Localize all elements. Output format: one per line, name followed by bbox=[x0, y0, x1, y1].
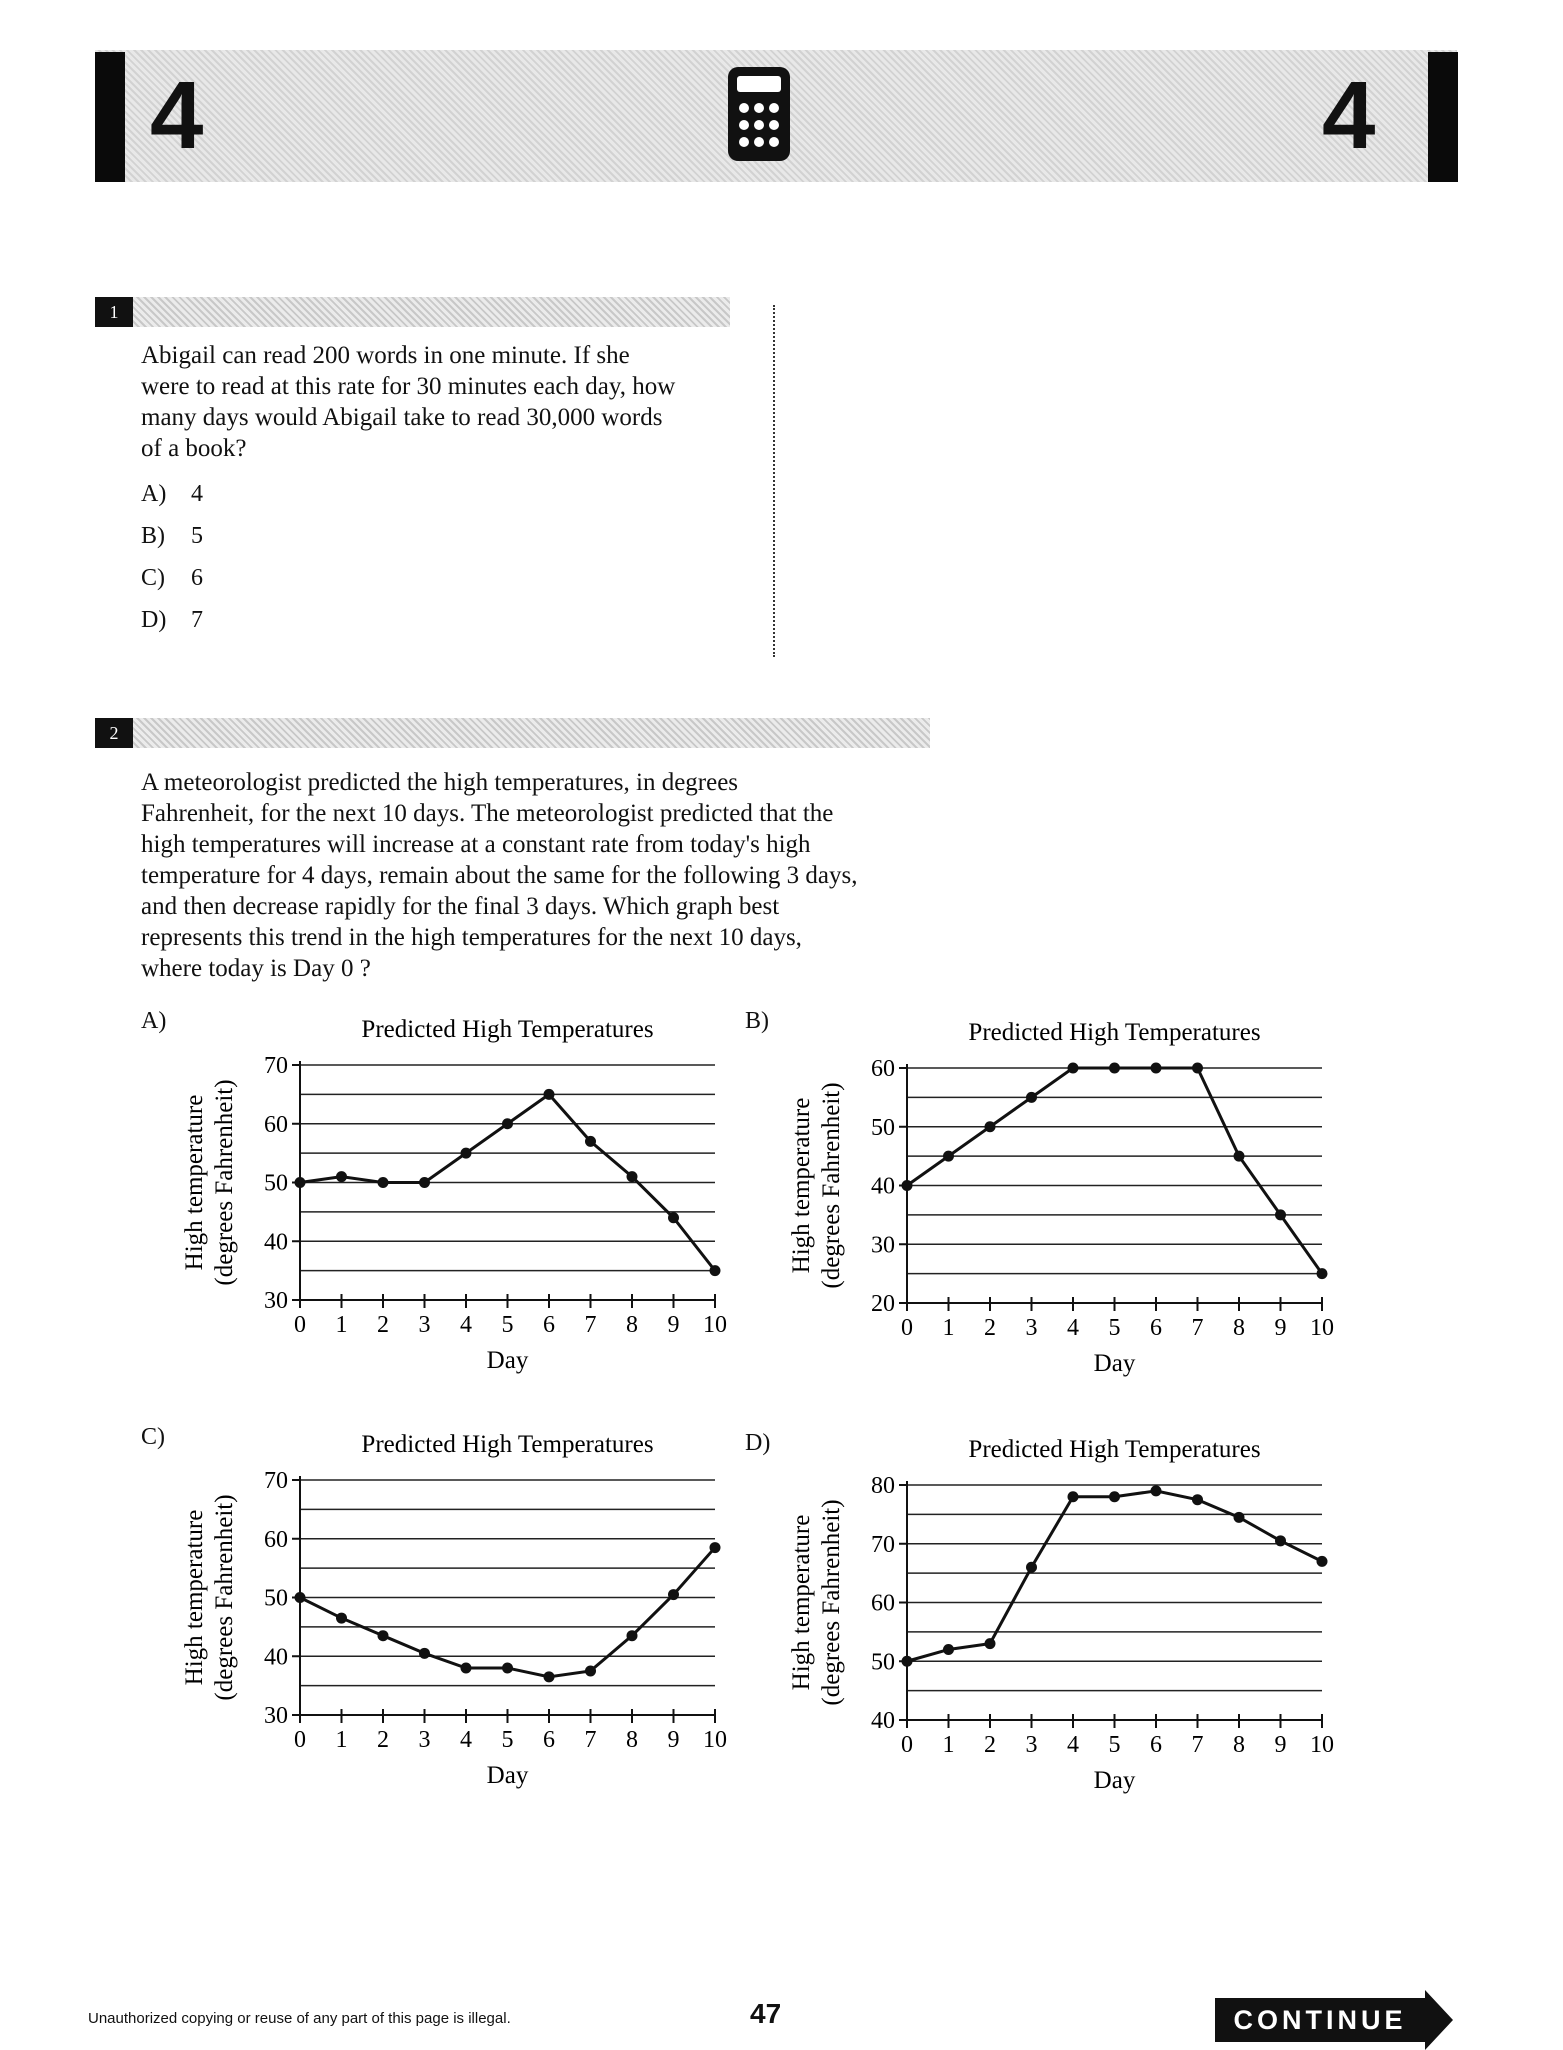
question-2-text bbox=[141, 767, 1001, 984]
y-axis-label: High temperature bbox=[181, 1094, 208, 1271]
y-tick-label: 30 bbox=[264, 1703, 288, 1729]
x-tick-label: 2 bbox=[377, 1312, 389, 1338]
section-right-bar bbox=[1428, 52, 1458, 182]
x-tick-label: 5 bbox=[501, 1727, 514, 1753]
graph-choice-c-label[interactable]: C) bbox=[141, 1424, 165, 1450]
data-point bbox=[1234, 1512, 1245, 1523]
question-1-line: many days would Abigail take to read 30,000 words bbox=[141, 404, 663, 431]
choice-text: 4 bbox=[191, 481, 203, 507]
x-tick-label: 9 bbox=[667, 1727, 680, 1753]
data-point bbox=[461, 1663, 472, 1674]
y-tick-label: 60 bbox=[871, 1056, 895, 1082]
y-axis-label: (degrees Fahrenheit) bbox=[818, 1499, 845, 1706]
x-tick-label: 8 bbox=[626, 1727, 638, 1753]
y-tick-label: 70 bbox=[264, 1468, 288, 1494]
data-point bbox=[1192, 1494, 1203, 1505]
x-tick-label: 0 bbox=[294, 1727, 306, 1753]
data-point bbox=[668, 1212, 679, 1223]
section-number-right: 4 bbox=[1322, 62, 1376, 169]
data-point bbox=[985, 1638, 996, 1649]
x-axis-label: Day bbox=[1093, 1350, 1136, 1377]
data-point bbox=[627, 1171, 638, 1182]
y-axis-label: High temperature bbox=[788, 1097, 815, 1274]
data-point bbox=[1026, 1562, 1037, 1573]
x-tick-label: 9 bbox=[667, 1312, 680, 1338]
y-tick-label: 60 bbox=[264, 1111, 288, 1138]
y-tick-label: 80 bbox=[871, 1473, 895, 1499]
x-tick-label: 10 bbox=[1310, 1315, 1334, 1341]
data-point bbox=[627, 1630, 638, 1641]
copyright-note: Unauthorized copying or reuse of any part of this page is illegal. bbox=[88, 2010, 511, 2027]
question-2-line: represents this trend in the high temperatures for the next 10 days, bbox=[141, 924, 802, 951]
data-point bbox=[710, 1542, 721, 1553]
data-point bbox=[902, 1180, 913, 1191]
data-point bbox=[585, 1136, 596, 1147]
choice-b[interactable] bbox=[141, 522, 203, 564]
graph-choice-b-label[interactable]: B) bbox=[745, 1008, 769, 1034]
y-tick-label: 40 bbox=[871, 1173, 895, 1200]
data-point bbox=[336, 1171, 347, 1182]
x-tick-label: 6 bbox=[1150, 1732, 1162, 1758]
data-point bbox=[419, 1648, 430, 1659]
section-number-left: 4 bbox=[150, 62, 204, 169]
x-tick-label: 10 bbox=[1310, 1732, 1334, 1758]
data-point bbox=[1275, 1209, 1286, 1220]
y-tick-label: 50 bbox=[264, 1170, 288, 1197]
chart-title: Predicted High Temperatures bbox=[968, 1019, 1261, 1046]
y-tick-label: 40 bbox=[871, 1708, 895, 1734]
data-point bbox=[1026, 1092, 1037, 1103]
data-point bbox=[1068, 1063, 1079, 1074]
data-point bbox=[544, 1089, 555, 1100]
x-tick-label: 7 bbox=[584, 1312, 597, 1338]
x-tick-label: 6 bbox=[1150, 1315, 1162, 1341]
x-axis-label: Day bbox=[486, 1347, 529, 1374]
x-tick-label: 4 bbox=[460, 1727, 472, 1753]
page-number: 47 bbox=[750, 1998, 782, 2029]
question-1-line: Abigail can read 200 words in one minute. If she bbox=[141, 342, 630, 369]
y-tick-label: 30 bbox=[871, 1232, 895, 1259]
y-axis-label: (degrees Fahrenheit) bbox=[211, 1079, 238, 1286]
data-point bbox=[902, 1656, 913, 1667]
x-tick-label: 10 bbox=[703, 1312, 727, 1338]
x-tick-label: 4 bbox=[460, 1312, 472, 1338]
choice-letter: C) bbox=[141, 565, 165, 591]
data-point bbox=[1109, 1063, 1120, 1074]
y-tick-label: 70 bbox=[871, 1531, 895, 1558]
data-point bbox=[1317, 1556, 1328, 1567]
question-2-line: where today is Day 0 ? bbox=[141, 955, 371, 982]
data-point bbox=[295, 1592, 306, 1603]
x-tick-label: 10 bbox=[703, 1727, 727, 1753]
continue-arrow-icon bbox=[1425, 1990, 1453, 2050]
data-point bbox=[1151, 1063, 1162, 1074]
y-axis-label: High temperature bbox=[181, 1509, 208, 1686]
x-tick-label: 8 bbox=[626, 1312, 638, 1338]
y-tick-label: 20 bbox=[871, 1291, 895, 1317]
x-tick-label: 1 bbox=[335, 1312, 348, 1338]
x-tick-label: 0 bbox=[901, 1315, 913, 1341]
x-tick-label: 3 bbox=[418, 1727, 431, 1753]
y-tick-label: 40 bbox=[264, 1229, 288, 1256]
series-line bbox=[907, 1068, 1322, 1274]
data-point bbox=[461, 1148, 472, 1159]
chart-title: Predicted High Temperatures bbox=[968, 1436, 1261, 1463]
data-point bbox=[710, 1265, 721, 1276]
continue-button[interactable]: CONTINUE bbox=[1215, 1998, 1425, 2042]
x-tick-label: 3 bbox=[418, 1312, 431, 1338]
choice-text: 7 bbox=[191, 607, 203, 633]
y-tick-label: 60 bbox=[871, 1590, 895, 1617]
data-point bbox=[378, 1630, 389, 1641]
series-line bbox=[907, 1491, 1322, 1661]
data-point bbox=[985, 1121, 996, 1132]
y-tick-label: 30 bbox=[264, 1288, 288, 1314]
chart-b bbox=[787, 1008, 1347, 1378]
x-tick-label: 8 bbox=[1233, 1315, 1245, 1341]
data-point bbox=[502, 1663, 513, 1674]
data-point bbox=[1068, 1491, 1079, 1502]
x-tick-label: 4 bbox=[1067, 1315, 1079, 1341]
graph-choice-d-label[interactable]: D) bbox=[745, 1430, 771, 1456]
question-1-choices bbox=[141, 480, 203, 648]
data-point bbox=[585, 1665, 596, 1676]
data-point bbox=[1151, 1485, 1162, 1496]
question-2-line: temperature for 4 days, remain about the same for the following 3 days, bbox=[141, 862, 858, 889]
calculator-icon bbox=[727, 66, 791, 162]
x-tick-label: 9 bbox=[1274, 1732, 1287, 1758]
y-tick-label: 40 bbox=[264, 1644, 288, 1671]
data-point bbox=[1109, 1491, 1120, 1502]
choice-letter: A) bbox=[141, 481, 167, 507]
x-tick-label: 2 bbox=[984, 1315, 996, 1341]
x-tick-label: 7 bbox=[1191, 1315, 1204, 1341]
y-tick-label: 50 bbox=[264, 1585, 288, 1612]
y-axis-label: High temperature bbox=[788, 1514, 815, 1691]
data-point bbox=[502, 1118, 513, 1129]
y-axis-label: (degrees Fahrenheit) bbox=[818, 1082, 845, 1289]
x-tick-label: 0 bbox=[294, 1312, 306, 1338]
x-tick-label: 4 bbox=[1067, 1732, 1079, 1758]
chart-title: Predicted High Temperatures bbox=[361, 1431, 654, 1458]
choice-text: 5 bbox=[191, 523, 203, 549]
data-point bbox=[1317, 1268, 1328, 1279]
x-tick-label: 1 bbox=[942, 1315, 955, 1341]
data-point bbox=[943, 1644, 954, 1655]
question-1-number: 1 bbox=[95, 297, 133, 327]
x-tick-label: 5 bbox=[1108, 1732, 1121, 1758]
chart-a bbox=[180, 1005, 740, 1375]
chart-d bbox=[787, 1425, 1347, 1795]
choice-c[interactable] bbox=[141, 564, 203, 606]
x-tick-label: 6 bbox=[543, 1727, 555, 1753]
y-tick-label: 50 bbox=[871, 1649, 895, 1676]
question-1-line: of a book? bbox=[141, 435, 247, 462]
data-point bbox=[1275, 1535, 1286, 1546]
x-tick-label: 7 bbox=[584, 1727, 597, 1753]
choice-a[interactable] bbox=[141, 480, 203, 522]
x-tick-label: 3 bbox=[1025, 1732, 1038, 1758]
data-point bbox=[336, 1613, 347, 1624]
x-tick-label: 2 bbox=[377, 1727, 389, 1753]
question-1-text bbox=[141, 340, 781, 464]
data-point bbox=[1234, 1151, 1245, 1162]
x-tick-label: 6 bbox=[543, 1312, 555, 1338]
y-axis-label: (degrees Fahrenheit) bbox=[211, 1494, 238, 1701]
choice-text: 6 bbox=[191, 565, 203, 591]
x-tick-label: 7 bbox=[1191, 1732, 1204, 1758]
question-1-line: were to read at this rate for 30 minutes each day, how bbox=[141, 373, 676, 400]
x-tick-label: 0 bbox=[901, 1732, 913, 1758]
graph-choice-a-label[interactable]: A) bbox=[141, 1008, 167, 1034]
data-point bbox=[378, 1177, 389, 1188]
x-tick-label: 2 bbox=[984, 1732, 996, 1758]
series-line bbox=[300, 1548, 715, 1677]
question-2-line: and then decrease rapidly for the final 3 days. Which graph best bbox=[141, 893, 780, 920]
question-2-number: 2 bbox=[95, 718, 133, 748]
data-point bbox=[668, 1589, 679, 1600]
question-2-banner bbox=[95, 718, 930, 748]
choice-d[interactable] bbox=[141, 606, 203, 648]
x-tick-label: 8 bbox=[1233, 1732, 1245, 1758]
chart-c bbox=[180, 1420, 740, 1790]
x-tick-label: 1 bbox=[942, 1732, 955, 1758]
x-axis-label: Day bbox=[1093, 1767, 1136, 1794]
data-point bbox=[295, 1177, 306, 1188]
x-tick-label: 5 bbox=[501, 1312, 514, 1338]
x-tick-label: 9 bbox=[1274, 1315, 1287, 1341]
x-axis-label: Day bbox=[486, 1762, 529, 1789]
choice-letter: B) bbox=[141, 523, 165, 549]
question-2-line: Fahrenheit, for the next 10 days. The meteorologist predicted that the bbox=[141, 800, 834, 827]
data-point bbox=[1192, 1063, 1203, 1074]
x-tick-label: 3 bbox=[1025, 1315, 1038, 1341]
y-tick-label: 60 bbox=[264, 1526, 288, 1553]
y-tick-label: 70 bbox=[264, 1053, 288, 1079]
data-point bbox=[943, 1151, 954, 1162]
choice-letter: D) bbox=[141, 607, 167, 633]
data-point bbox=[419, 1177, 430, 1188]
chart-title: Predicted High Temperatures bbox=[361, 1016, 654, 1043]
data-point bbox=[544, 1671, 555, 1682]
question-2-line: A meteorologist predicted the high temperatures, in degrees bbox=[141, 769, 739, 796]
question-2-line: high temperatures will increase at a constant rate from today's high bbox=[141, 831, 811, 858]
question-1-banner bbox=[95, 297, 730, 327]
x-tick-label: 1 bbox=[335, 1727, 348, 1753]
y-tick-label: 50 bbox=[871, 1114, 895, 1141]
section-left-bar bbox=[95, 52, 125, 182]
x-tick-label: 5 bbox=[1108, 1315, 1121, 1341]
column-divider bbox=[773, 305, 775, 657]
